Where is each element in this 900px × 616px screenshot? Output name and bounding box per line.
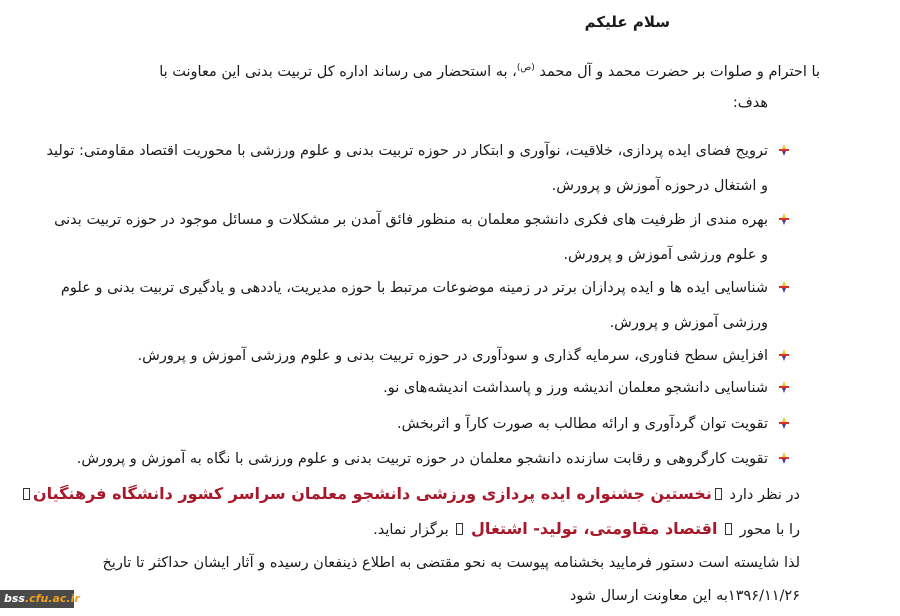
goal-text-line-2: و اشتغال درحوزه آموزش و پرورش. — [551, 178, 768, 194]
missing-glyph-icon — [456, 523, 463, 535]
watermark-part-1: bss — [4, 592, 25, 605]
arrow-bullet-icon — [777, 212, 791, 226]
goal-text-line-1: شناسایی دانشجو معلمان اندیشه ورز و پاسداشت اندیشه‌های نو. — [383, 380, 768, 396]
plan-line — [20, 484, 800, 505]
goal-text-line-1: تقویت توان گردآوری و ارائه مطالب به صورت کارآ و اثربخش. — [397, 416, 768, 432]
axis-prefix: را با محور — [739, 522, 800, 538]
goal-text-line-1: ترویج فضای ایده پردازی، خلاقیت، نوآوری و ابتکار در حوزه تربیت بدنی و علوم ورزشی با محوریت اقتصاد مقاومتی: تولید — [46, 143, 768, 159]
arrow-bullet-icon — [777, 380, 791, 394]
intro-line-1 — [159, 58, 820, 82]
arrow-bullet-icon — [777, 348, 791, 362]
site-watermark — [0, 590, 80, 608]
arrow-bullet-icon — [777, 416, 791, 430]
missing-glyph-icon — [715, 488, 722, 500]
axis-topic: اقتصاد مقاومتی، تولید- اشتغال — [471, 519, 718, 538]
closing-line-2 — [570, 586, 800, 606]
plan-prefix: در نظر دارد — [729, 487, 800, 503]
arrow-bullet-icon — [777, 280, 791, 294]
greeting: سلام علیکم — [584, 13, 670, 31]
goal-text-line-1: بهره مندی از ظرفیت های فکری دانشجو معلمان به منظور فائق آمدن بر مشکلات و مسائل موجود در حوزه تربیت بدنی — [54, 212, 768, 228]
arrow-bullet-icon — [777, 143, 791, 157]
axis-line — [373, 519, 800, 540]
axis-suffix: برگزار نماید. — [373, 522, 449, 538]
intro-superscript: (ص) — [516, 63, 535, 73]
missing-glyph-icon — [725, 523, 732, 535]
event-name: نخستین جشنواره ایده پردازی ورزشی دانشجو معلمان سراسر کشور دانشگاه فرهنگیان — [32, 484, 712, 503]
goal-text-line-2: ورزشی آموزش و پرورش. — [609, 315, 768, 331]
intro-part-2: ، به استحضار می رساند اداره کل تربیت بدنی این معاونت با — [159, 63, 517, 80]
missing-glyph-icon — [23, 488, 30, 500]
arrow-bullet-icon — [777, 451, 791, 465]
intro-line-2: هدف: — [732, 95, 768, 111]
closing-line-1: لذا شایسته است دستور فرمایید بخشنامه پیوست به نحو مقتضی به اطلاع ذینفعان رسیده و آثار ایشان حداکثر تا تاریخ — [102, 555, 800, 571]
intro-part-1: با احترام و صلوات بر حضرت محمد و آل محمد — [539, 63, 820, 80]
goal-text-line-1: افزایش سطح فناوری، سرمایه گذاری و سودآوری در حوزه تربیت بدنی و علوم ورزشی آموزش و پرورش. — [137, 348, 768, 364]
closing-text: به این معاونت ارسال شود — [569, 588, 728, 604]
goal-text-line-1: شناسایی ایده ها و ایده پردازان برتر در زمینه موضوعات مرتبط با حوزه مدیریت، یاددهی و یادگیری تربیت بدنی و علوم — [60, 280, 768, 296]
closing-date: ۱۳۹۶/۱۱/۲۶ — [727, 588, 800, 604]
watermark-part-2: .cfu.ac.ir — [24, 592, 80, 605]
goal-text-line-1: تقویت کارگروهی و رقابت سازنده دانشجو معلمان در حوزه تربیت بدنی و علوم ورزشی با نگاه به آموزش و پرورش. — [76, 451, 768, 467]
goal-text-line-2: و علوم ورزشی آموزش و پرورش. — [563, 247, 768, 263]
